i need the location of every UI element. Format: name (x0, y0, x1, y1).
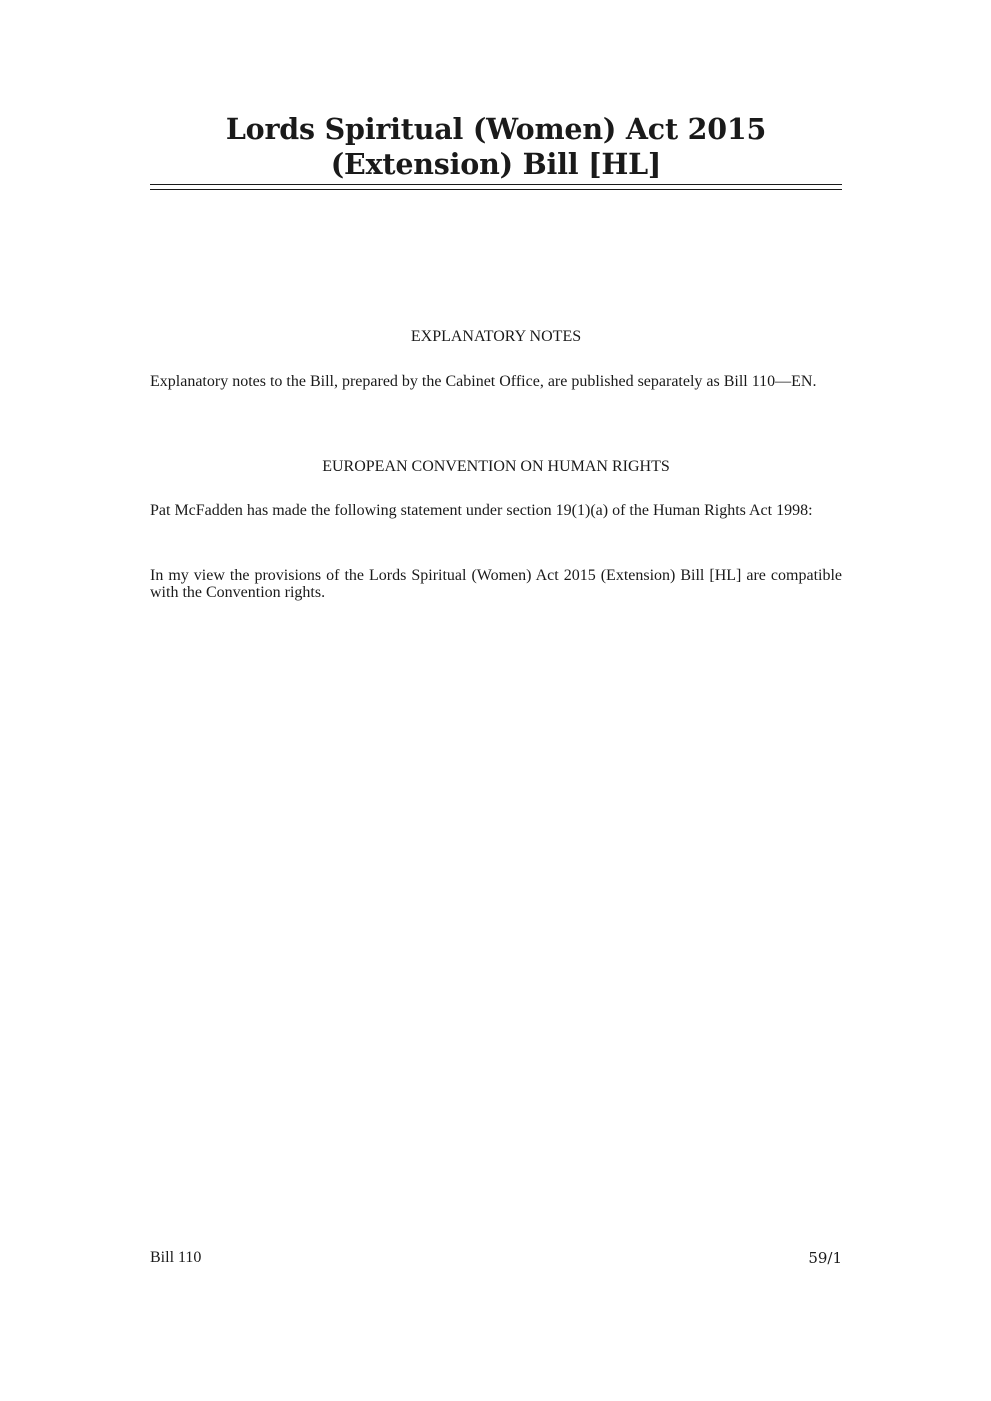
title-rule-top (150, 184, 842, 185)
echr-view: In my view the provisions of the Lords Spiritual (Women) Act 2015 (Extension) Bill [HL] are compatible with the Convention rights. (150, 567, 842, 601)
title-rule-bottom (150, 189, 842, 190)
footer-bill-number: Bill 110 (150, 1249, 202, 1266)
echr-statement: Pat McFadden has made the following statement under section 19(1)(a) of the Human Rights Act 1998: (150, 502, 813, 519)
bill-title: Lords Spiritual (Women) Act 2015 (Extension) Bill [HL] (225, 112, 767, 181)
explanatory-notes-heading: EXPLANATORY NOTES (410, 328, 582, 345)
echr-heading: EUROPEAN CONVENTION ON HUMAN RIGHTS (322, 458, 670, 475)
explanatory-notes-text: Explanatory notes to the Bill, prepared by the Cabinet Office, are published separately as Bill 110—EN. (150, 373, 817, 390)
footer-print-code: 59/1 (808, 1249, 842, 1267)
